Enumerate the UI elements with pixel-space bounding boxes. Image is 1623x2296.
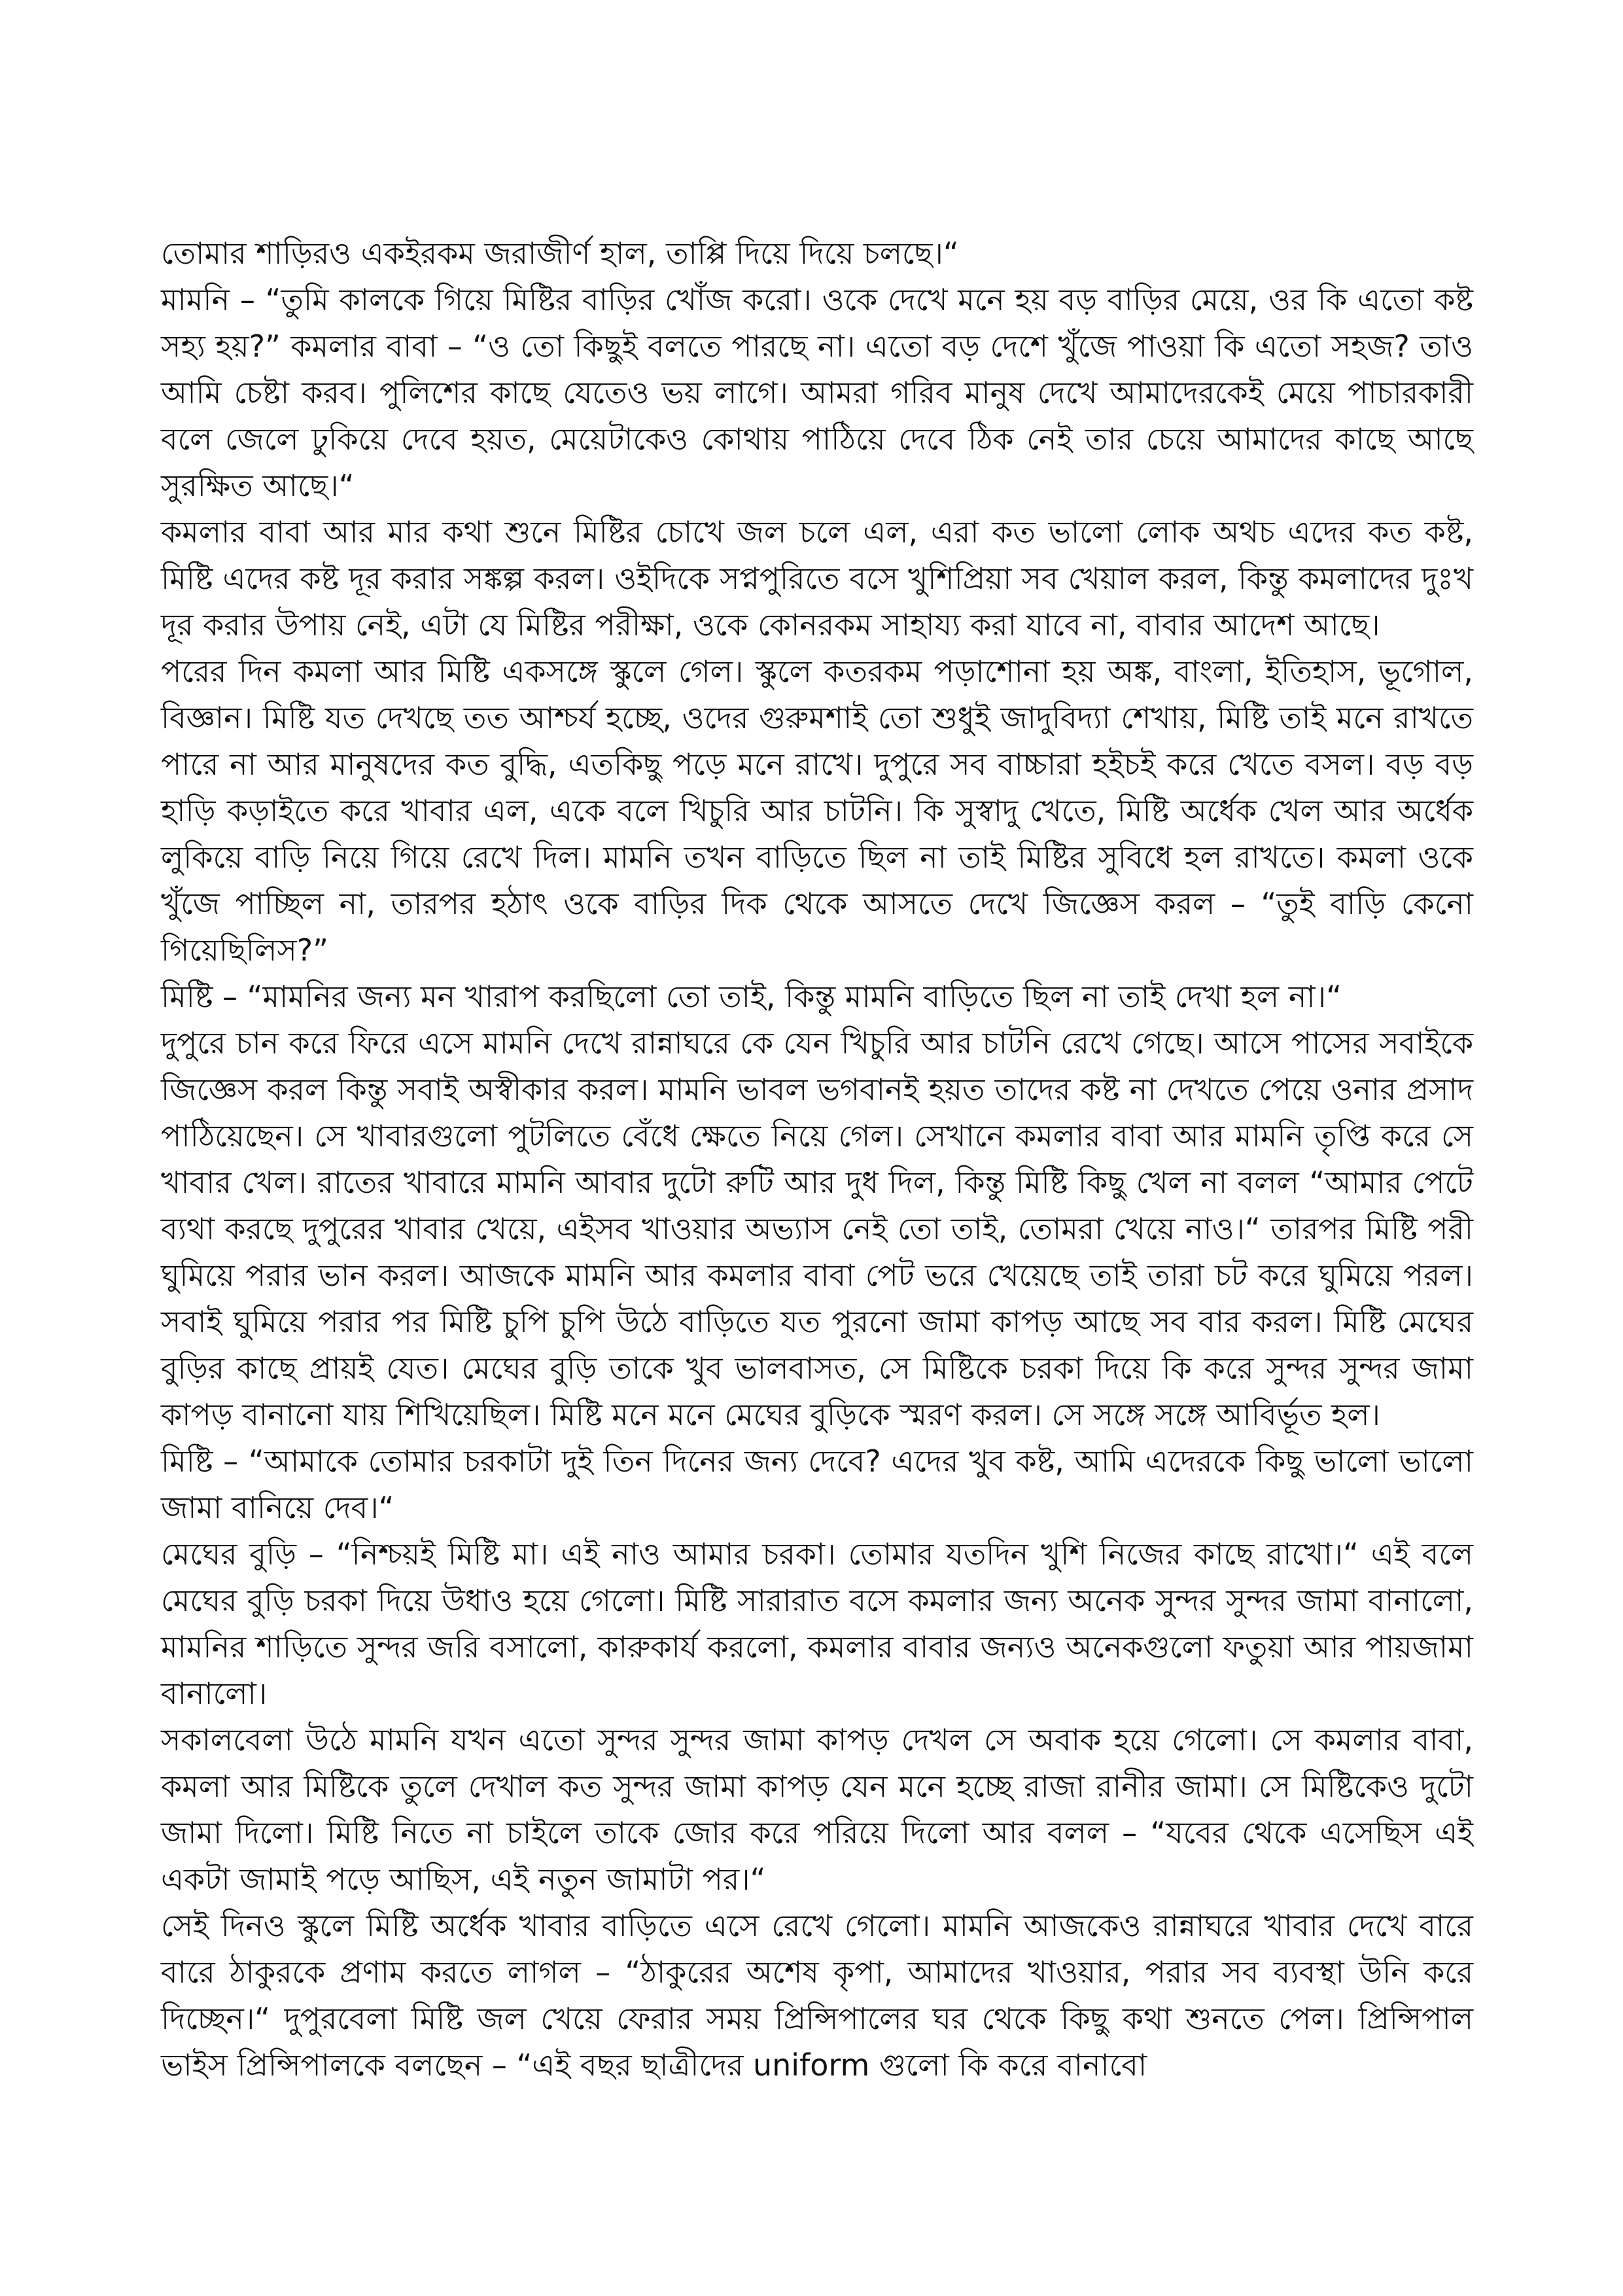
paragraph: মিষ্টি – “আমাকে তোমার চরকাটা দুই তিন দিনের জন্য দেবে? এদের খুব কষ্ট, আমি এদেরকে কিছু ভালো ভালো জামা বানিয়ে দেব।“ xyxy=(161,1443,1473,1525)
paragraph: মেঘের বুড়ি – “নিশ্চয়ই মিষ্টি মা। এই নাও আমার চরকা। তোমার যতদিন খুশি নিজের কাছে রাখো।“ এই বলে মেঘের বুড়ি চরকা দিয়ে উধাও হয়ে গেলো। মিষ্টি সারারাত বসে কমলার জন্য অনেক সুন্দর সুন্দর জামা বানালো, মামনির শাড়িতে সুন্দর জরি বসালো, কারুকার্য করলো, কমলার বাবার জন্যও অনেকগুলো ফতুয়া আর পায়জামা বানালো। xyxy=(161,1536,1473,1711)
paragraph: মিষ্টি – “মামনির জন্য মন খারাপ করছিলো তো তাই, কিন্তু মামনি বাড়িতে ছিল না তাই দেখা হল না।“ xyxy=(161,979,1342,1014)
paragraph: তোমার শাড়িরও একইরকম জরাজীর্ণ হাল, তাপ্পি দিয়ে দিয়ে চলছে।“ xyxy=(161,236,959,271)
body-text xyxy=(161,230,1473,2089)
paragraph: কমলার বাবা আর মার কথা শুনে মিষ্টির চোখে জল চলে এল, এরা কত ভালো লোক অথচ এদের কত কষ্ট, মিষ্টি এদের কষ্ট দূর করার সঙ্কল্প করল। ওইদিকে সপ্নপুরিতে বসে খুশিপ্রিয়া সব খেয়াল করল, কিন্তু কমলাদের দুঃখ দূর করার উপায় নেই, এটা যে মিষ্টির পরীক্ষা, ওকে কোনরকম সাহায্য করা যাবে না, বাবার আদেশ আছে। xyxy=(161,514,1473,643)
paragraph: সকালবেলা উঠে মামনি যখন এতো সুন্দর সুন্দর জামা কাপড় দেখল সে অবাক হয়ে গেলো। সে কমলার বাবা, কমলা আর মিষ্টিকে তুলে দেখাল কত সুন্দর জামা কাপড় যেন মনে হচ্ছে রাজা রানীর জামা। সে মিষ্টিকেও দুটো জামা দিলো। মিষ্টি নিতে না চাইলে তাকে জোর করে পরিয়ে দিলো আর বলল – “যবের থেকে এসেছিস এই একটা জামাই পড়ে আছিস, এই নতুন জামাটা পর।“ xyxy=(161,1722,1473,1897)
paragraph: দুপুরে চান করে ফিরে এসে মামনি দেখে রান্নাঘরে কে যেন খিচুরি আর চাটনি রেখে গেছে। আসে পাসের সবাইকে জিজ্ঞেস করল কিন্তু সবাই অস্বীকার করল। মামনি ভাবল ভগবানই হয়ত তাদের কষ্ট না দেখতে পেয়ে ওনার প্রসাদ পাঠিয়েছেন। সে খাবারগুলো পুটলিতে বেঁধে ক্ষেতে নিয়ে গেল। সেখানে কমলার বাবা আর মামনি তৃপ্তি করে সে খাবার খেল। রাতের খাবারে মামনি আবার দুটো রুটি আর দুধ দিল, কিন্তু মিষ্টি কিছু খেল না বলল “আমার পেটে ব্যথা করছে দুপুরের খাবার খেয়ে, এইসব খাওয়ার অভ্যাস নেই তো তাই, তোমরা খেয়ে নাও।“ তারপর মিষ্টি পরী ঘুমিয়ে পরার ভান করল। আজকে মামনি আর কমলার বাবা পেট ভরে খেয়েছে তাই তারা চট করে ঘুমিয়ে পরল। সবাই ঘুমিয়ে পরার পর মিষ্টি চুপি চুপি উঠে বাড়িতে যত পুরনো জামা কাপড় আছে সব বার করল। মিষ্টি মেঘের বুড়ির কাছে প্রায়ই যেত। মেঘের বুড়ি তাকে খুব ভালবাসত, সে মিষ্টিকে চরকা দিয়ে কি করে সুন্দর সুন্দর জামা কাপড় বানানো যায় শিখিয়েছিল। মিষ্টি মনে মনে মেঘের বুড়িকে স্মরণ করল। সে সঙ্গে সঙ্গে আবির্ভূত হল। xyxy=(161,1025,1473,1432)
paragraph: মামনি – “তুমি কালকে গিয়ে মিষ্টির বাড়ির খোঁজ করো। ওকে দেখে মনে হয় বড় বাড়ির মেয়ে, ওর কি এতো কষ্ট সহ্য হয়?” কমলার বাবা – “ও তো কিছুই বলতে পারছে না। এতো বড় দেশে খুঁজে পাওয়া কি এতো সহজ? তাও আমি চেষ্টা করব। পুলিশের কাছে যেতেও ভয় লাগে। আমরা গরিব মানুষ দেখে আমাদেরকেই মেয়ে পাচারকারী বলে জেলে ঢুকিয়ে দেবে হয়ত, মেয়েটাকেও কোথায় পাঠিয়ে দেবে ঠিক নেই তার চেয়ে আমাদের কাছে আছে সুরক্ষিত আছে।“ xyxy=(161,282,1473,503)
paragraph: পরের দিন কমলা আর মিষ্টি একসঙ্গে স্কুলে গেল। স্কুলে কতরকম পড়াশোনা হয় অঙ্ক, বাংলা, ইতিহাস, ভূগোল, বিজ্ঞান। মিষ্টি যত দেখছে তত আশ্চর্য হচ্ছে, ওদের গুরুমশাই তো শুধুই জাদুবিদ্যা শেখায়, মিষ্টি তাই মনে রাখতে পারে না আর মানুষদের কত বুদ্ধি, এতকিছু পড়ে মনে রাখে। দুপুরে সব বাচ্চারা হইচই করে খেতে বসল। বড় বড় হাড়ি কড়াইতে করে খাবার এল, একে বলে খিচুরি আর চাটনি। কি সুস্বাদু খেতে, মিষ্টি অর্ধেক খেল আর অর্ধেক লুকিয়ে বাড়ি নিয়ে গিয়ে রেখে দিল। মামনি তখন বাড়িতে ছিল না তাই মিষ্টির সুবিধে হল রাখতে। কমলা ওকে খুঁজে পাচ্ছিল না, তারপর হঠাৎ ওকে বাড়ির দিক থেকে আসতে দেখে জিজ্ঞেস করল – “তুই বাড়ি কেনো গিয়েছিলিস?” xyxy=(161,654,1473,968)
paragraph: সেই দিনও স্কুলে মিষ্টি অর্ধেক খাবার বাড়িতে এসে রেখে গেলো। মামনি আজকেও রান্নাঘরে খাবার দেখে বারে বারে ঠাকুরকে প্রণাম করতে লাগল – “ঠাকুরের অশেষ কৃপা, আমাদের খাওয়ার, পরার সব ব্যবস্থা উনি করে দিচ্ছেন।“ দুপুরবেলা মিষ্টি জল খেয়ে ফেরার সময় প্রিন্সিপালের ঘর থেকে কিছু কথা শুনতে পেল। প্রিন্সিপাল ভাইস প্রিন্সিপালকে বলছেন – “এই বছর ছাত্রীদের uniform গুলো কি করে বানাবো xyxy=(161,1908,1473,2083)
